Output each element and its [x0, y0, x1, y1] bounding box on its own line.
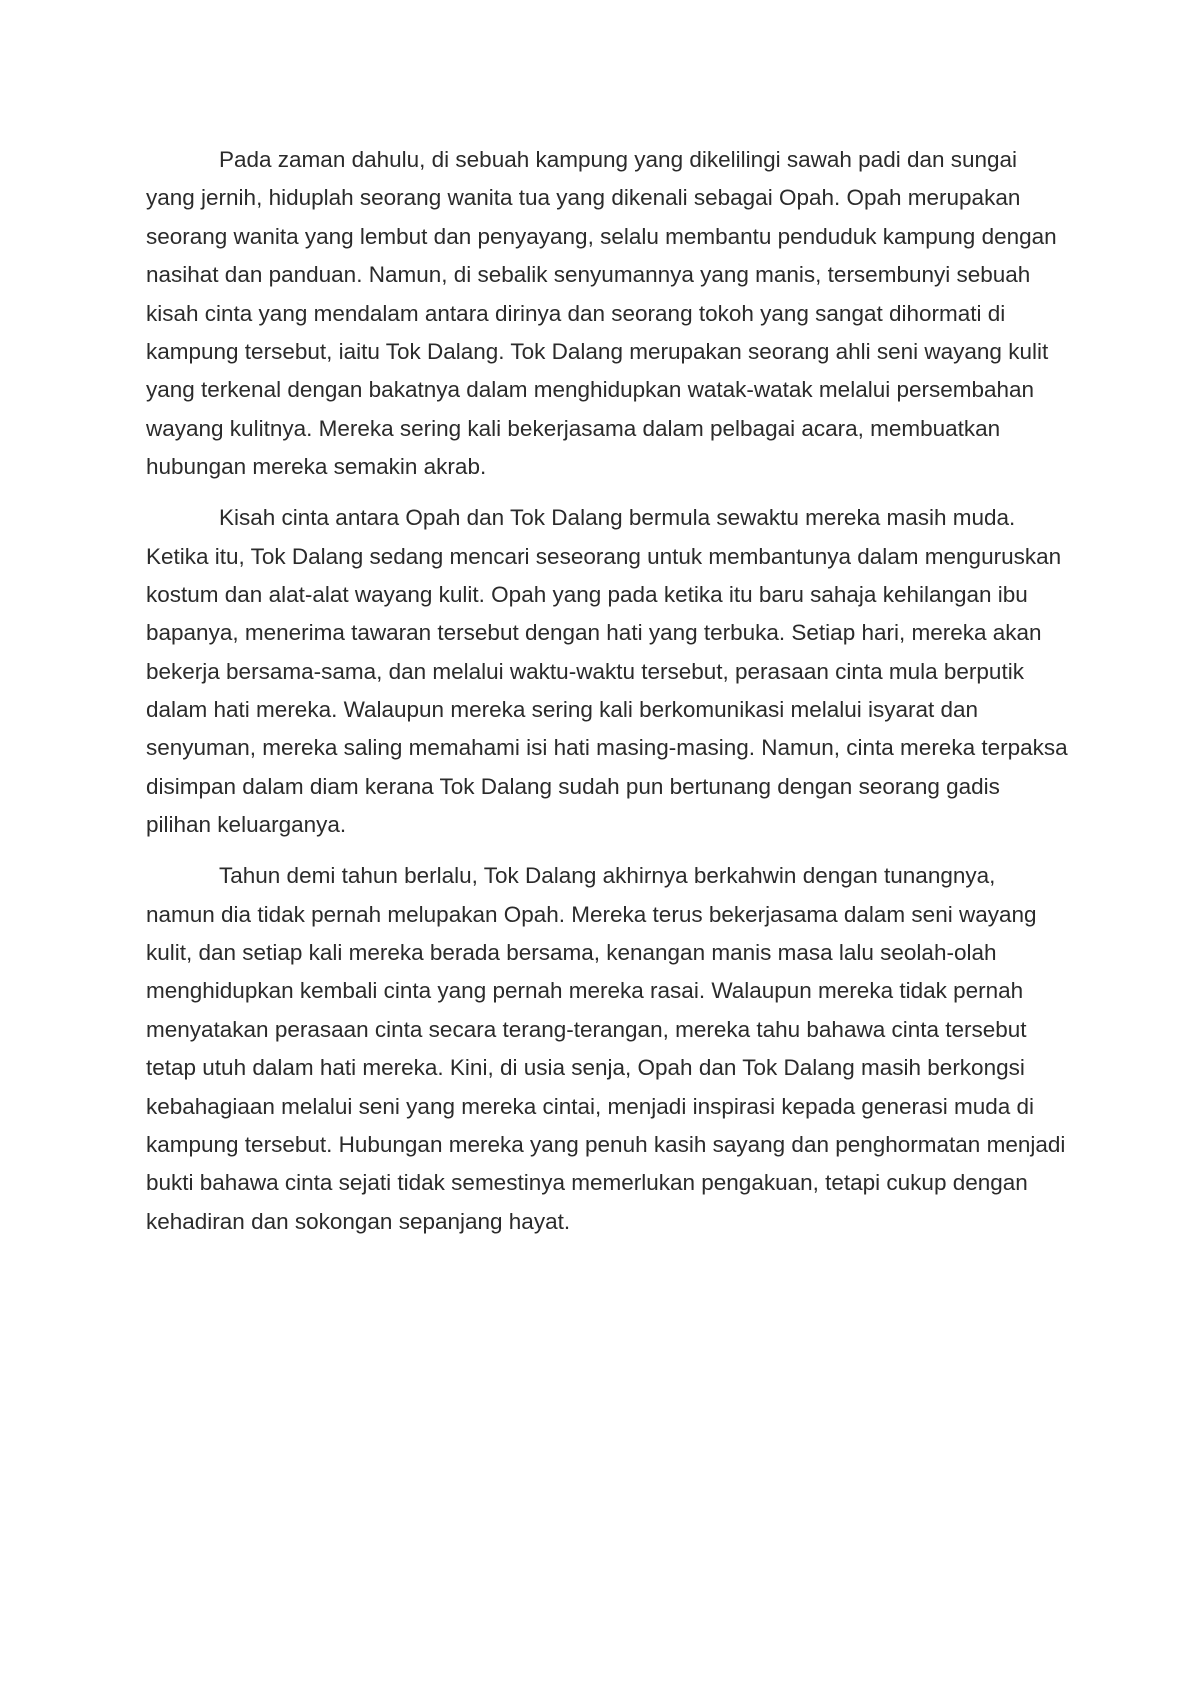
paragraph-line: senyuman, mereka saling memahami isi hati masing-masing. Namun, cinta mereka terpaksa — [146, 735, 1068, 761]
paragraph-line: kampung tersebut, iaitu Tok Dalang. Tok Dalang merupakan seorang ahli seni wayang kulit — [146, 338, 1049, 364]
paragraph-line: bukti bahawa cinta sejati tidak semestinya memerlukan pengakuan, tetapi cukup dengan — [146, 1170, 1028, 1196]
paragraph-line: namun dia tidak pernah melupakan Opah. Mereka terus bekerjasama dalam seni wayang — [146, 901, 1037, 927]
paragraph-line: pilihan keluarganya. — [146, 812, 347, 838]
paragraph-line: Kisah cinta antara Opah dan Tok Dalang bermula sewaktu mereka masih muda. — [219, 505, 1016, 531]
paragraph-line: kisah cinta yang mendalam antara dirinya dan seorang tokoh yang sangat dihormati di — [146, 300, 1006, 326]
paragraph-line: kostum dan alat-alat wayang kulit. Opah yang pada ketika itu baru sahaja kehilangan ibu — [146, 581, 1028, 607]
paragraph-3 — [146, 857, 1071, 1241]
paragraph-line: menyatakan perasaan cinta secara terang-terangan, mereka tahu bahawa cinta tersebut — [146, 1016, 1027, 1042]
paragraph-line: dalam hati mereka. Walaupun mereka sering kali berkomunikasi melalui isyarat dan — [146, 697, 979, 723]
paragraph-line: kebahagiaan melalui seni yang mereka cintai, menjadi inspirasi kepada generasi muda di — [146, 1093, 1035, 1119]
paragraph-line: kampung tersebut. Hubungan mereka yang penuh kasih sayang dan penghormatan menjadi — [146, 1131, 1066, 1157]
paragraph-line: seorang wanita yang lembut dan penyayang, selalu membantu penduduk kampung dengan — [146, 223, 1057, 249]
paragraph-line: yang jernih, hiduplah seorang wanita tua yang dikenali sebagai Opah. Opah merupakan — [146, 185, 1021, 211]
paragraph-line: menghidupkan kembali cinta yang pernah mereka rasai. Walaupun mereka tidak pernah — [146, 978, 1024, 1004]
paragraph-2 — [146, 499, 1071, 845]
paragraph-line: bekerja bersama-sama, dan melalui waktu-waktu tersebut, perasaan cinta mula berputik — [146, 658, 1024, 684]
paragraph-line: wayang kulitnya. Mereka sering kali bekerjasama dalam pelbagai acara, membuatkan — [146, 415, 1001, 441]
paragraph-line: Ketika itu, Tok Dalang sedang mencari seseorang untuk membantunya dalam menguruskan — [146, 543, 1062, 569]
paragraph-line: kehadiran dan sokongan sepanjang hayat. — [146, 1208, 571, 1234]
paragraph-line: kulit, dan setiap kali mereka berada bersama, kenangan manis masa lalu seolah-olah — [146, 940, 997, 965]
paragraph-line: yang terkenal dengan bakatnya dalam menghidupkan watak-watak melalui persembahan — [146, 377, 1035, 403]
paragraph-line: nasihat dan panduan. Namun, di sebalik senyumannya yang manis, tersembunyi sebuah — [146, 262, 1031, 288]
paragraph-line: disimpan dalam diam kerana Tok Dalang sudah pun bertunang dengan seorang gadis — [146, 773, 1000, 799]
paragraph-1 — [146, 141, 1071, 487]
paragraph-line: tetap utuh dalam hati mereka. Kini, di usia senja, Opah dan Tok Dalang masih berkongsi — [146, 1055, 1025, 1081]
paragraph-line: Tahun demi tahun berlalu, Tok Dalang akhirnya berkahwin dengan tunangnya, — [219, 863, 996, 889]
paragraph-line: hubungan mereka semakin akrab. — [146, 454, 487, 480]
paragraph-line: Pada zaman dahulu, di sebuah kampung yang dikelilingi sawah padi dan sungai — [219, 147, 1018, 172]
paragraph-line: bapanya, menerima tawaran tersebut dengan hati yang terbuka. Setiap hari, mereka akan — [146, 620, 1042, 646]
document-body — [146, 141, 1071, 1241]
